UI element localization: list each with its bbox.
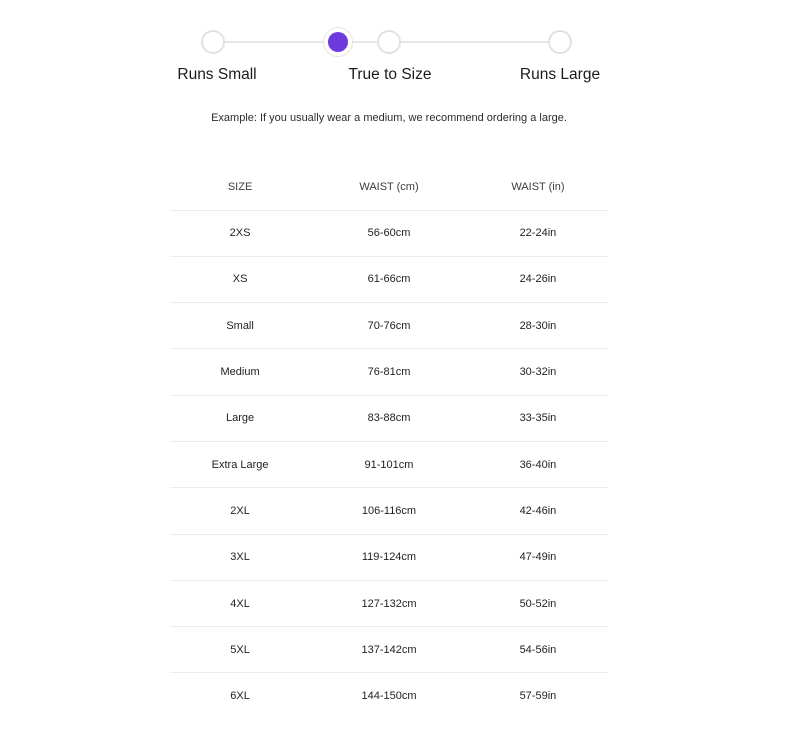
cell-size: Large (170, 395, 310, 441)
cell-waist-in: 28-30in (468, 303, 608, 349)
cell-waist-cm: 91-101cm (310, 441, 468, 487)
fit-indicator-dot (323, 27, 353, 57)
cell-size: 4XL (170, 580, 310, 626)
table-row (170, 534, 608, 580)
cell-waist-in: 54-56in (468, 627, 608, 673)
size-chart-table (170, 164, 608, 719)
cell-size: 2XL (170, 488, 310, 534)
cell-size: Small (170, 303, 310, 349)
column-header-waist-in: WAIST (in) (468, 164, 608, 210)
table-row (170, 349, 608, 395)
cell-waist-cm: 83-88cm (310, 395, 468, 441)
size-chart-header-row (170, 164, 608, 210)
table-row (170, 441, 608, 487)
cell-size: 5XL (170, 627, 310, 673)
fit-scale (170, 0, 608, 140)
cell-waist-cm: 144-150cm (361, 690, 417, 703)
cell-waist-cm: 137-142cm (310, 627, 468, 673)
cell-waist-cm: 70-76cm (310, 303, 468, 349)
table-row (170, 303, 608, 349)
cell-waist-in: 36-40in (468, 441, 608, 487)
fit-anchor-dot-runs-small (201, 30, 225, 54)
fit-label-runs-small: Runs Small (177, 66, 257, 83)
cell-waist-in: 24-26in (468, 256, 608, 302)
cell-waist-in: 22-24in (468, 210, 608, 256)
cell-size: 3XL (170, 534, 310, 580)
fit-indicator-dot-fill (328, 32, 348, 52)
cell-size: XS (170, 256, 310, 302)
cell-waist-in: 42-46in (468, 488, 608, 534)
table-row (170, 488, 608, 534)
cell-size: 2XS (170, 210, 310, 256)
table-row (170, 210, 608, 256)
fit-anchor-dot-true-to-size (377, 30, 401, 54)
cell-waist-cm: 119-124cm (310, 534, 468, 580)
column-header-waist-cm: WAIST (cm) (310, 164, 468, 210)
column-header-size: SIZE (170, 164, 310, 210)
cell-waist-cm: 106-116cm (310, 488, 468, 534)
cell-waist-cm: 61-66cm (310, 256, 468, 302)
cell-waist-in: 57-59in (519, 690, 557, 703)
fit-anchor-dot-runs-large (548, 30, 572, 54)
table-row (170, 395, 608, 441)
table-row (170, 580, 608, 626)
cell-waist-in: 47-49in (468, 534, 608, 580)
cell-size: Extra Large (170, 441, 310, 487)
fit-label-true-to-size: True to Size (348, 66, 432, 83)
cell-waist-cm: 56-60cm (310, 210, 468, 256)
cell-waist-cm: 127-132cm (310, 580, 468, 626)
cell-waist-cm: 76-81cm (310, 349, 468, 395)
table-row (170, 673, 608, 719)
size-chart-body (170, 210, 608, 719)
cell-waist-in: 33-35in (468, 395, 608, 441)
size-guide-widget (170, 0, 608, 719)
table-row (170, 256, 608, 302)
cell-size: 6XL (230, 690, 250, 703)
cell-size: Medium (170, 349, 310, 395)
cell-waist-in: 50-52in (468, 580, 608, 626)
table-row (170, 627, 608, 673)
fit-example-text: Example: If you usually wear a medium, we recommend ordering a large. (211, 112, 567, 124)
cell-waist-in: 30-32in (468, 349, 608, 395)
fit-label-runs-large: Runs Large (519, 66, 601, 83)
